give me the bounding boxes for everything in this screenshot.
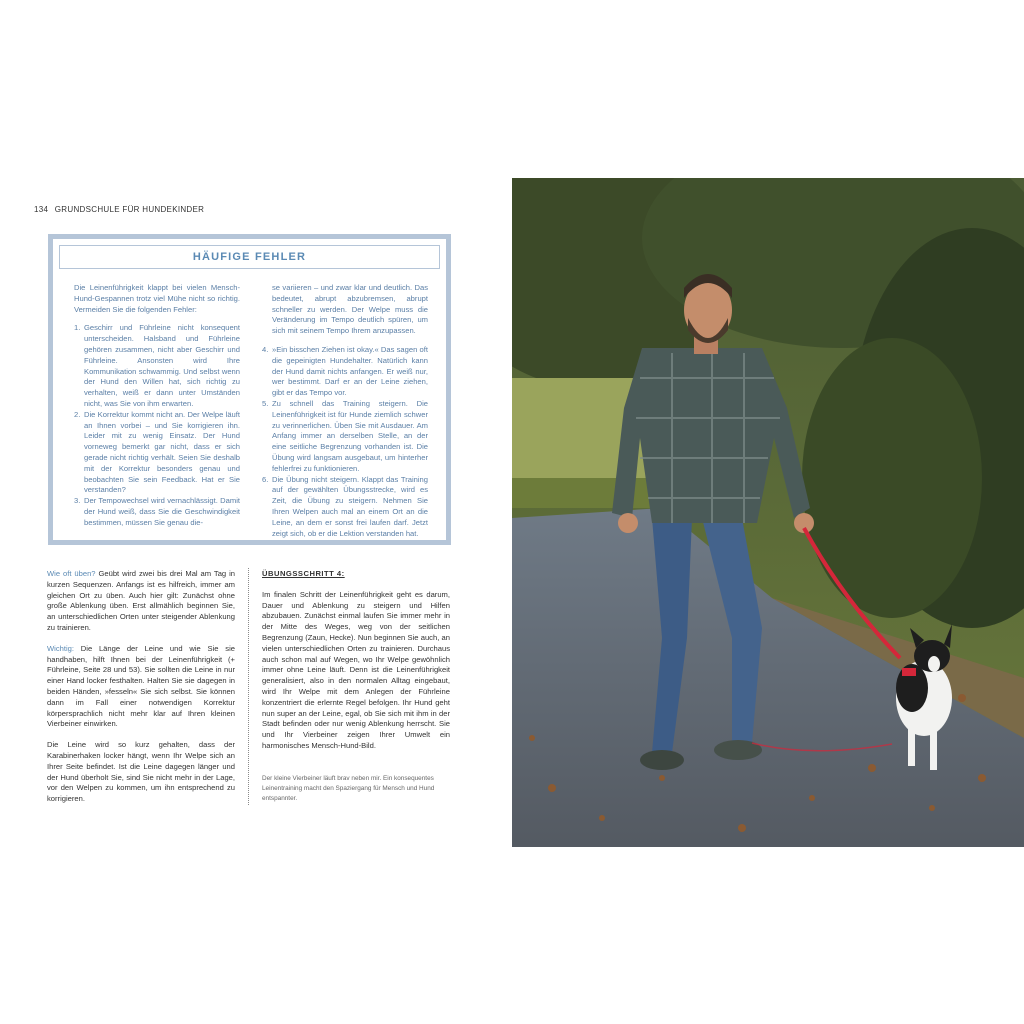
dog-harness — [902, 668, 916, 676]
list-number: 2. — [74, 409, 81, 419]
paragraph-text: Die Länge der Leine und wie Sie sie handhaben, hilft Ihnen bei der Leinenführigkeit (+ Führleine, Seite 28 und 53). Sie sollten die Leine in nur einer Hand locker festhalten. Halten Sie sie dagegen in beiden Händen, »fesseln« Sie sich selbst. Sie können dann im Fall einer notwendigen Korrektur körpersprachlich nicht mehr klar auf Ihren kleinen Vierbeiner einwirken. — [47, 643, 235, 729]
list-text: Die Korrektur kommt nicht an. Der Welpe läuft an Ihnen vorbei – und Sie korrigieren ihn. Leider mit zu wenig Einsatz. Der Hund vorneweg bemerkt gar nicht, dass er sich gerade nicht richtig verhält. Seien Sie deshalb mit der Korrektur besonders genau und beobachten Sie sein Feedback. Hat er Sie verstanden? — [84, 409, 240, 495]
dog-muzzle — [928, 656, 940, 672]
photo-man-walking-puppy — [512, 178, 1024, 847]
mistakes-list-right — [262, 345, 428, 539]
mistakes-list-left — [74, 323, 240, 528]
list-item — [74, 410, 240, 496]
section-title: GRUNDSCHULE FÜR HUNDEKINDER — [54, 205, 205, 214]
list-continuation: se variieren – und zwar klar und deutlich. Das bedeutet, abrupt abzubremsen, abrupt schneller zu werden. Der Welpe muss die Veränderung im Tempo deutlich spüren, um sich mit seinem Tempo Ihrem anzupassen. — [272, 283, 428, 336]
man-left-hand — [618, 513, 638, 533]
info-box-column-right — [262, 283, 428, 538]
exercise-step-title: ÜBUNGSSCHRITT 4: — [262, 569, 345, 578]
paragraph-important — [47, 644, 235, 730]
list-text: Der Tempowechsel wird vernachlässigt. Damit der Hund weiß, dass Sie die Geschwindigkeit bestimmen, müssen Sie genau die- — [84, 496, 240, 527]
list-number: 3. — [74, 496, 81, 506]
info-box-title-bar — [59, 245, 440, 269]
exercise-step-text: Im finalen Schritt der Leinenführigkeit geht es darum, Dauer und Ablenkung zu steigern und Hilfen abzubauen. Zunächst einmal laufen Sie immer mehr in der Mitte des Weges, weg von der seitlichen Begrenzung (Zaun, Hecke). Nun beginnen Sie auch, an vielen unterschiedlichen Orten zu trainieren. Durchaus auch schon mal auf Wegen, wo Ihr Welpe gewöhnlich immer ohne Leine läuft. Denn ist die Leinenführigkeit generalisiert, also in den normalen Alltag eingebaut, wird Ihr Welpe mit dem Anlegen der Führleine konzentriert die erlernte Regel befolgen. Ihr Hund geht nun super an der Leine, egal, ob Sie sich mit ihm in der Stadt befinden oder nur wenig Ablenkung herrscht. Sie und Ihr Vierbeiner zeigen Ihrer Umwelt ein harmonisches Mensch-Hund-Bild. — [262, 589, 450, 750]
photo-caption: Der kleine Vierbeiner läuft brav neben mir. Ein konsequentes Leinentraining macht den Spaziergang für Mensch und Hund entspannter. — [262, 775, 435, 802]
running-header — [34, 205, 204, 214]
info-box-common-mistakes — [48, 234, 451, 545]
column-divider — [248, 568, 249, 805]
man-left-shoe — [640, 750, 684, 770]
list-number: 1. — [74, 323, 81, 333]
page-number: 134 — [34, 205, 49, 214]
list-number: 4. — [262, 344, 269, 354]
list-item — [262, 475, 428, 540]
info-box-column-left — [74, 283, 240, 530]
list-item — [262, 345, 428, 399]
list-number: 6. — [262, 474, 269, 484]
list-text: Zu schnell das Training steigern. Die Leinenführigkeit ist für Hunde ziemlich schwer zu verinnerlichen. Üben Sie mit Ausdauer. Am Anfang immer an derselben Stelle, an der eine seitliche Begrenzung vorhanden ist. Die Übung wird langsam ausgebaut, um hinterher fehlerfrei zu funktionieren. — [272, 398, 428, 473]
info-box-title: HÄUFIGE FEHLER — [192, 251, 307, 263]
list-text: Die Übung nicht steigern. Klappt das Training auf der gewählten Übungsstrecke, wird es Zeit, die Übung zu steigern. Nehmen Sie Ihren Welpen auch mal an einem Ort an die Leine, an dem er sonst frei laufen darf. Jetzt zeigt sich, ob er die Lektion verstanden hat. — [272, 474, 428, 538]
photo-illustration — [512, 178, 1024, 847]
paragraph-label: Wie oft üben? — [47, 569, 96, 578]
list-item — [74, 323, 240, 409]
list-item — [262, 399, 428, 475]
paragraph-practice-frequency — [47, 569, 235, 634]
hedge — [802, 338, 982, 618]
list-item — [74, 496, 240, 528]
body-column-left — [47, 569, 235, 815]
list-text: »Ein bisschen Ziehen ist okay.« Das sagen oft die gepeinigten Hundehalter. Natürlich kann der Hund damit nichts anfangen. Er weiß nur, wer bestimmt. Darf er an der Leine ziehen, gibt er das Tempo vor. — [272, 344, 428, 398]
dog-leg — [930, 728, 937, 770]
info-box-intro: Die Leinenführigkeit klappt bei vielen Mensch-Hund-Gespannen trotz viel Mühe nicht so richtig. Vermeiden Sie die folgenden Fehler: — [74, 283, 240, 314]
info-box-columns — [74, 283, 428, 538]
body-column-right — [262, 569, 450, 752]
paragraph-label: Wichtig: — [47, 643, 75, 653]
list-text: Geschirr und Führleine nicht konsequent unterscheiden. Halsband und Führleine gehören zusammen, nicht aber Geschirr und Führleine. Ansonsten wird Ihre Kommunikation schwammig. Und selbst wenn der Hund den Willen hat, sich richtig zu verhalten, weiß er dann unter Umständen nicht, was Sie von ihm erwarten. — [84, 323, 240, 408]
paragraph-leash-length: Die Leine wird so kurz gehalten, dass der Karabinerhaken locker hängt, wenn Ihr Welpe sich an Ihrer Seite befindet. Ist die Leine dagegen länger und der Hund überholt Sie, sind Sie nicht mehr in der Lage, vor den Welpen zu kommen, um ihn entsprechend zu korrigieren. — [47, 740, 235, 804]
list-number: 5. — [262, 398, 269, 408]
dog-leg — [908, 726, 915, 766]
paragraph-text: Geübt wird zwei bis drei Mal am Tag in kurzen Sequenzen. Anfangs ist es hilfreich, immer am gleichen Ort zu üben. Auch hier gilt: Zunächst ohne große Ablenkung üben. Erst allmählich beginnen Sie, an unterschiedlichen Orten unter steigender Ablenkung zu trainieren. — [47, 569, 235, 632]
